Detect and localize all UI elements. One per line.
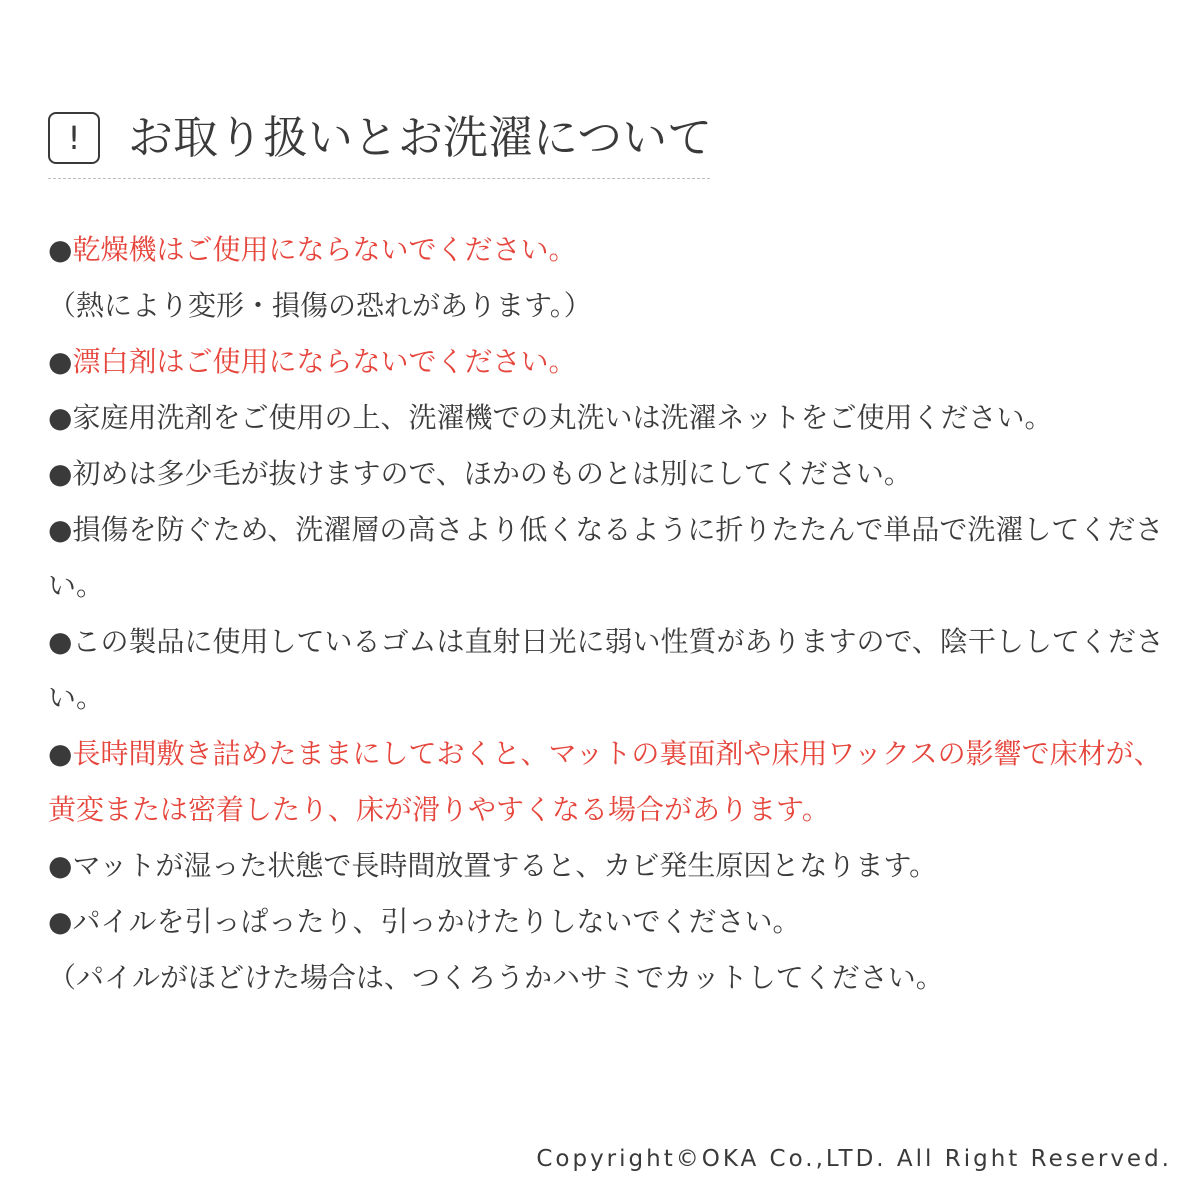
- note-item: [48, 950, 1168, 1006]
- note-item: [48, 502, 1168, 614]
- note-item: [48, 334, 1168, 390]
- section-header: [48, 111, 713, 182]
- note-item: [48, 894, 1168, 950]
- note-text: 長時間敷き詰めたままにしておくと、マットの裏面剤や床用ワックスの影響で床材が、黄変または密着したり、床が滑りやすくなる場合があります。: [48, 737, 1162, 826]
- note-text: マットが湿った状態で長時間放置すると、カビ発生原因となります。: [72, 849, 938, 882]
- note-text: この製品に使用しているゴムは直射日光に弱い性質がありますので、陰干ししてください。: [48, 625, 1164, 714]
- bullet-icon: ●: [48, 345, 73, 378]
- care-notes-list: [48, 222, 1168, 1006]
- note-text: パイルを引っぱったり、引っかけたりしないでください。: [72, 905, 801, 938]
- bullet-icon: ●: [48, 737, 73, 770]
- note-text: 損傷を防ぐため、洗濯層の高さより低くなるように折りたたんで単品で洗濯してください。: [48, 513, 1164, 602]
- note-text: 初めは多少毛が抜けますので、ほかのものとは別にしてください。: [72, 457, 912, 490]
- dashed-divider: [48, 178, 710, 179]
- copyright-footer: Copyright©OKA Co.,LTD. All Right Reserved.: [536, 1146, 1172, 1172]
- page-title: お取り扱いとお洗濯について: [128, 111, 713, 164]
- note-text: （熱により変形・損傷の恐れがあります。）: [48, 289, 592, 322]
- note-item: [48, 446, 1168, 502]
- note-text: 家庭用洗剤をご使用の上、洗濯機での丸洗いは洗濯ネットをご使用ください。: [72, 401, 1053, 434]
- note-item: [48, 614, 1168, 726]
- note-item: [48, 278, 1168, 334]
- note-item: [48, 726, 1168, 838]
- bullet-icon: ●: [48, 513, 73, 546]
- note-item: [48, 390, 1168, 446]
- note-text: 漂白剤はご使用にならないでください。: [72, 345, 577, 378]
- bullet-icon: ●: [48, 625, 73, 658]
- bullet-icon: ●: [48, 849, 73, 882]
- note-item: [48, 838, 1168, 894]
- bullet-icon: ●: [48, 457, 73, 490]
- bullet-icon: ●: [48, 233, 73, 266]
- note-text: 乾燥機はご使用にならないでください。: [72, 233, 577, 266]
- note-text: （パイルがほどけた場合は、つくろうかハサミでカットしてください。: [48, 961, 944, 994]
- bullet-icon: ●: [48, 905, 73, 938]
- note-item: [48, 222, 1168, 278]
- exclamation-icon: !: [48, 112, 100, 164]
- bullet-icon: ●: [48, 401, 73, 434]
